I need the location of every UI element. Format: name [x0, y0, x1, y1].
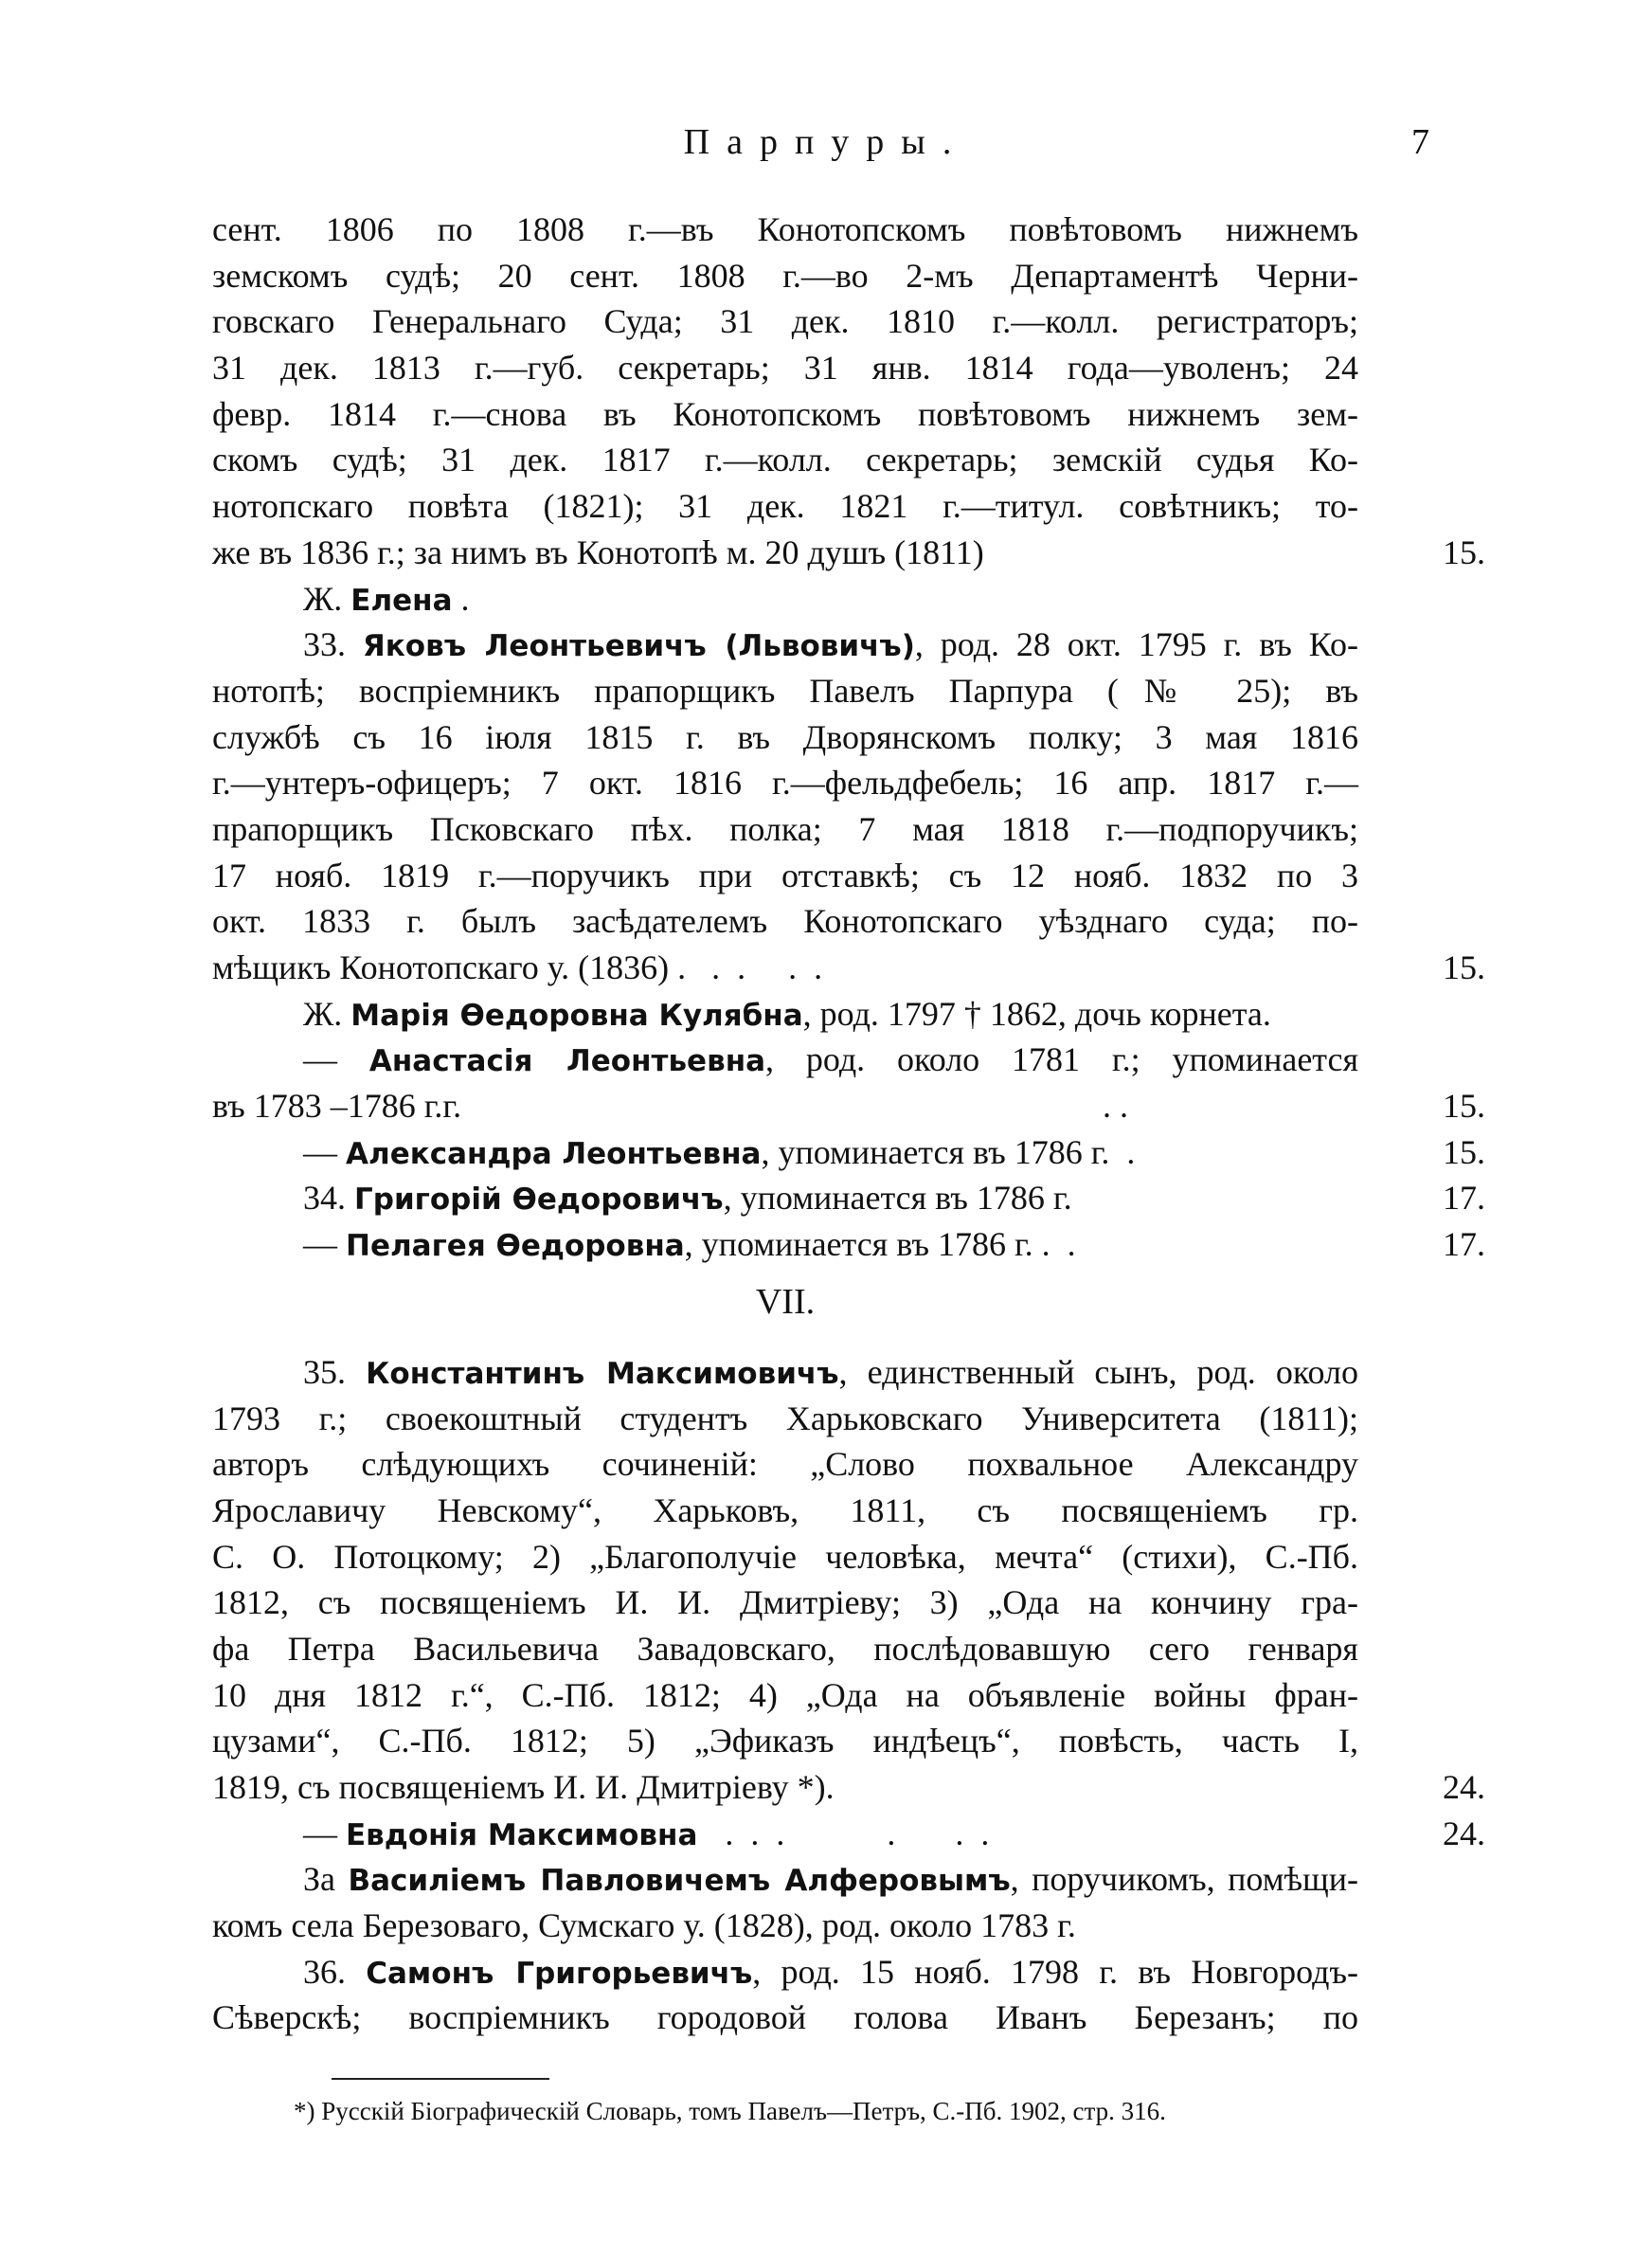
text-line: скомъ судѣ; 31 дек. 1817 г.—колл. секретарь; земскій судья Ко-: [212, 441, 1358, 479]
person-name: Анастасія Леонтьевна: [368, 1044, 766, 1079]
entry-number: 36.: [303, 1952, 346, 1991]
text-line: сент. 1806 по 1808 г.—въ Конотопскомъ повѣтовомъ нижнемъ: [212, 210, 1358, 248]
page-reference: 15.: [1443, 533, 1485, 571]
entry-34: 34. Григорій Өедоровичъ, упоминается въ 1786 г. 17.: [212, 1175, 1358, 1221]
text-line: февр. 1814 г.—снова въ Конотопскомъ повѣтовомъ нижнемъ зем-: [212, 394, 1358, 433]
page-reference: 17.: [1443, 1179, 1485, 1218]
entry-anastasia: — Анастасія Леонтьевна, род. около 1781 г.; упоминается: [303, 1040, 1359, 1079]
entry-number: 35.: [303, 1352, 346, 1391]
text-line: 31 дек. 1813 г.—губ. секретарь; 31 янв. 1814 года—уволенъ; 24: [212, 349, 1358, 388]
page-reference: 15.: [1443, 1087, 1485, 1126]
entry-pelageya: — Пелагея Өедоровна, упоминается въ 1786 г. . . 17.: [212, 1221, 1358, 1268]
page-reference: 15.: [1443, 948, 1485, 986]
text-line: Ярославичу Невскому“, Харьковъ, 1811, съ посвященіемъ гр.: [212, 1490, 1358, 1529]
text-line: 10 дня 1812 г.“, С.-Пб. 1812; 4) „Ода на объявленіе войны фран-: [212, 1675, 1358, 1714]
person-name: Пелагея Өедоровна: [346, 1229, 685, 1264]
person-name: Самонъ Григорьевичъ: [366, 1956, 753, 1991]
text-line: земскомъ судѣ; 20 сент. 1808 г.—во 2-мъ Департаментѣ Черни-: [212, 256, 1358, 295]
footnote-rule: [332, 2078, 549, 2080]
body-text: [212, 207, 1485, 2041]
text-line: С. О. Потоцкому; 2) „Благополучіе человѣка, мечта“ (стихи), С.-Пб.: [212, 1537, 1358, 1576]
text-line: фа Петра Васильевича Завадовскаго, послѣдовавшую сего генваря: [212, 1629, 1358, 1668]
text-line: г.—унтеръ-офицеръ; 7 окт. 1816 г.—фельдфебель; 16 апр. 1817 г.—: [212, 764, 1358, 803]
text-line: окт. 1833 г. былъ засѣдателемъ Конотопскаго уѣзднаго суда; по-: [212, 902, 1358, 941]
person-name: Василіемъ Павловичемъ Алферовымъ: [348, 1864, 1011, 1899]
page-reference: 24.: [1443, 1768, 1485, 1806]
text-line: нотопѣ; воспріемникъ прапорщикъ Павелъ Парпура (№ 25); въ: [212, 671, 1358, 710]
text-line: 1819, съ посвященіемъ И. И. Дмитріеву *). 24.: [212, 1764, 1358, 1811]
text-line: службѣ съ 16 іюля 1815 г. въ Дворянскомъ полку; 3 мая 1816: [212, 717, 1358, 756]
text-line: 17 нояб. 1819 г.—поручикъ при отставкѣ; съ 12 нояб. 1832 по 3: [212, 856, 1358, 894]
page-number: 7: [1411, 122, 1429, 162]
person-name: Елена: [350, 583, 453, 618]
entry-36: 36. Самонъ Григорьевичъ, род. 15 нояб. 1798 г. въ Новгородъ-: [303, 1952, 1358, 1991]
text-line: въ 1783 –1786 г.г. . . 15.: [212, 1083, 1358, 1129]
entry-35: 35. Константинъ Максимовичъ, единственный сынъ, род. около: [303, 1352, 1359, 1391]
entry-husband: За Василіемъ Павловичемъ Алферовымъ, поручикомъ, помѣщи-: [303, 1860, 1359, 1899]
text-line: цузами“, С.-Пб. 1812; 5) „Эфиказъ индѣецъ“, повѣсть, часть I,: [212, 1722, 1358, 1760]
text-line: авторъ слѣдующихъ сочиненій: „Слово похвальное Александру: [212, 1445, 1358, 1484]
entry-maria: Ж. Марія Өедоровна Кулябна, род. 1797 † 1862, дочь корнета.: [303, 994, 1271, 1033]
page-reference: 15.: [1443, 1132, 1485, 1171]
person-name: Григорій Өедоровичъ: [354, 1183, 724, 1218]
entry-33: 33. Яковъ Леонтьевичъ (Львовичъ), род. 28 окт. 1795 г. въ Ко-: [303, 625, 1358, 664]
person-name: Марія Өедоровна Кулябна: [350, 998, 803, 1033]
entry-number: 33.: [303, 625, 346, 664]
entry-alexandra: — Александра Леонтьевна, упоминается въ 1786 г. . 15.: [212, 1129, 1358, 1176]
person-name: Евдонія Максимовна: [346, 1817, 698, 1852]
text-line: мѣщикъ Конотопскаго у. (1836) . . . . . 15.: [212, 945, 1358, 991]
entry-evdokia: — Евдонія Максимовна . . . . . . 24.: [212, 1811, 1358, 1857]
text-line: же въ 1836 г.; за нимъ въ Конотопѣ м. 20 душъ (1811) 15.: [212, 530, 1358, 576]
section-heading: VII.: [755, 1281, 816, 1322]
text-line: говскаго Генеральнаго Суда; 31 дек. 1810 г.—колл. регистраторъ;: [212, 302, 1358, 341]
running-header: Парпуры.: [683, 122, 969, 162]
text-line: 1793 г.; своекоштный студентъ Харьковскаго Университета (1811);: [212, 1399, 1358, 1437]
text-line: прапорщикъ Псковскаго пѣх. полка; 7 мая 1818 г.—подпоручикъ;: [212, 809, 1358, 848]
person-name: Яковъ Леонтьевичъ (Львовичъ): [362, 629, 915, 664]
leader-dots: . . . . . .: [725, 1814, 990, 1852]
text-line: Сѣверскѣ; воспріемникъ городовой голова Иванъ Березанъ; по: [212, 1998, 1358, 2037]
entry-number: 34.: [303, 1179, 346, 1218]
text-line: 1812, съ посвященіемъ И. И. Дмитріеву; 3) „Ода на кончину гра-: [212, 1583, 1358, 1622]
text-line: нотопскаго повѣта (1821); 31 дек. 1821 г.—титул. совѣтникъ; то-: [212, 487, 1358, 526]
person-name: Александра Леонтьевна: [346, 1136, 762, 1171]
text-line: комъ села Березоваго, Сумскаго у. (1828), род. около 1783 г.: [212, 1906, 1076, 1945]
page-reference: 24.: [1443, 1814, 1485, 1852]
person-name: Константинъ Максимовичъ: [366, 1356, 839, 1391]
leader-dots: . .: [1103, 1087, 1128, 1126]
page-reference: 17.: [1443, 1225, 1485, 1264]
footnote: *) Русскій Біографическій Словарь, томъ Павелъ—Петръ, С.-Пб. 1902, стр. 316.: [294, 2097, 1166, 2125]
entry-elena: Ж. Елена .: [303, 579, 470, 618]
